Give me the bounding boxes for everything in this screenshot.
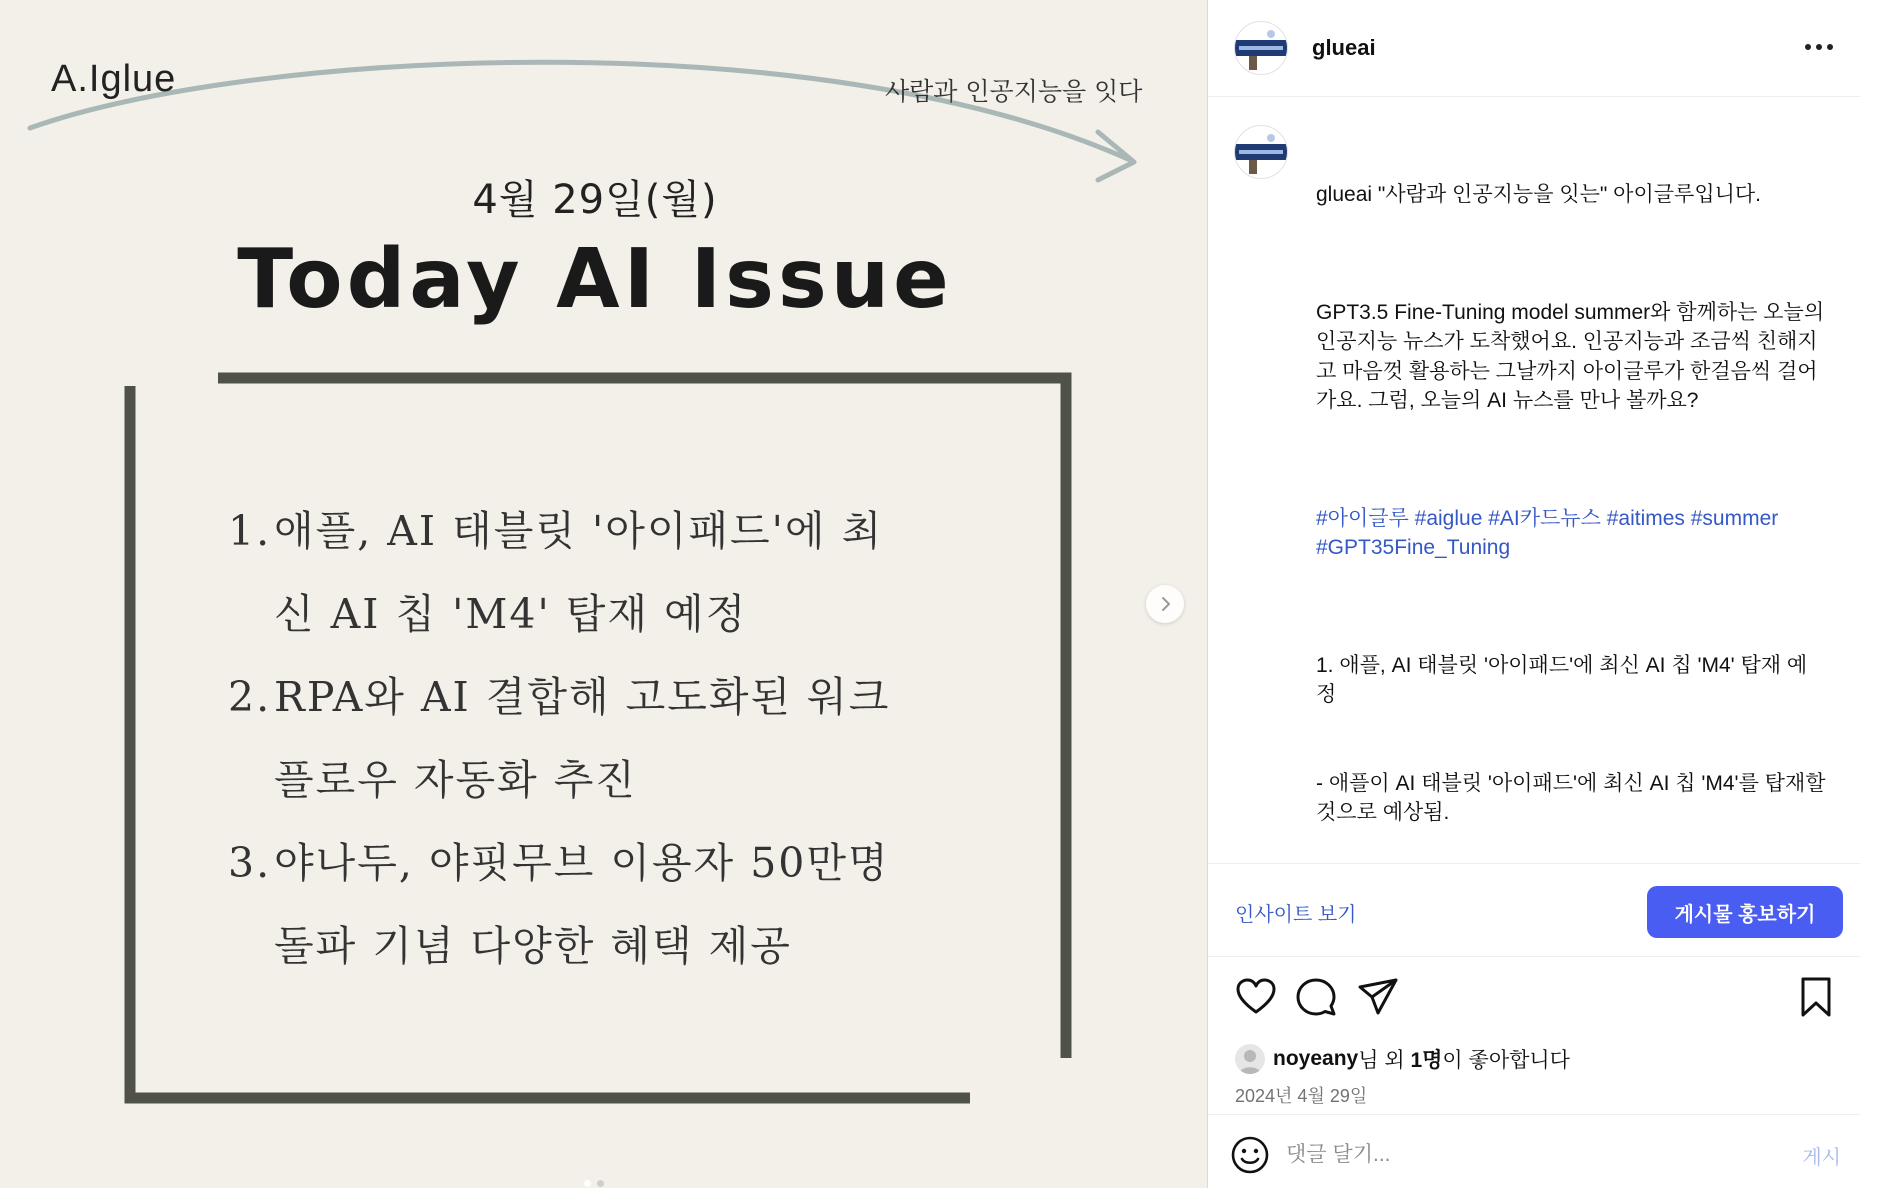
caption-username[interactable]: glueai	[1316, 183, 1373, 206]
caption-summary: GPT3.5 Fine-Tuning model summer와 함께하는 오늘의 인공지능 뉴스가 도착했어요. 인공지능과 조금씩 친해지고 마음껏 활용하는 그날까지 아이글루가 한걸음씩 걸어가요. 그럼, 오늘의 AI 뉴스를 만나 볼까요?	[1316, 300, 1830, 412]
comment-input[interactable]	[1284, 1135, 1728, 1175]
issue-number: 2.	[228, 673, 272, 721]
issue-headline: Today AI Issue	[237, 232, 953, 327]
issue-number: 1.	[228, 507, 272, 555]
heart-icon	[1234, 975, 1278, 1019]
caption-scroll-area[interactable]	[1208, 97, 1861, 863]
issue-line: 신 AI 칩 'M4' 탑재 예정	[274, 590, 748, 638]
issue-line: RPA와 AI 결합해 고도화된 워크	[274, 673, 891, 721]
smile-icon	[1230, 1135, 1270, 1175]
avatar-image	[1235, 126, 1287, 178]
caption-item-title: 1. 애플, AI 태블릿 '아이패드'에 최신 AI 칩 'M4' 탑재 예정	[1316, 653, 1808, 706]
more-horizontal-icon	[1804, 43, 1834, 51]
issue-list	[228, 490, 1028, 988]
more-options-button[interactable]	[1799, 30, 1839, 64]
likes-count[interactable]: 1명	[1410, 1049, 1443, 1072]
carousel-dot-active	[584, 1180, 591, 1187]
liker-username[interactable]: noyeany	[1273, 1047, 1359, 1070]
issue-line: 플로우 자동화 추진	[274, 756, 637, 804]
issue-item	[228, 656, 1028, 822]
liker-avatar	[1235, 1044, 1265, 1074]
avatar-image	[1235, 22, 1287, 74]
send-icon	[1356, 975, 1400, 1019]
user-icon	[1235, 1044, 1265, 1074]
carousel-dots	[584, 1180, 604, 1187]
likes-mid-text: 님 외	[1358, 1049, 1411, 1072]
likes-suffix-text: 이 좋아합니다	[1442, 1049, 1570, 1072]
bookmark-icon	[1794, 975, 1838, 1019]
brand-logo-text: A.Iglue	[51, 58, 177, 100]
caption-intro: "사람과 인공지능을 잇는" 아이글루입니다.	[1377, 183, 1762, 206]
issue-number: 3.	[228, 839, 272, 887]
issue-line: 애플, AI 태블릿 '아이패드'에 최	[274, 507, 884, 555]
next-slide-button[interactable]	[1146, 585, 1184, 623]
author-avatar[interactable]	[1234, 21, 1288, 75]
window-edge	[1860, 0, 1888, 1188]
issue-line: 돌파 기념 다양한 혜택 제공	[274, 922, 792, 970]
post-actions	[1208, 975, 1861, 1029]
caption-item-point: - 애플이 AI 태블릿 '아이패드'에 최신 AI 칩 'M4'를 탑재할 것으로 예상됨.	[1316, 771, 1832, 824]
issue-date: 4월 29일(월)	[472, 177, 718, 223]
post-caption	[1316, 121, 1832, 863]
issue-item	[228, 822, 1028, 988]
emoji-button[interactable]	[1230, 1135, 1270, 1175]
caption-hashtags[interactable]: #아이글루 #aiglue #AI카드뉴스 #aitimes #summer #GPT35Fine_Tuning	[1316, 506, 1785, 559]
post-date: 2024년 4월 29일	[1235, 1086, 1368, 1106]
likes-summary[interactable]	[1235, 1044, 1570, 1074]
caption-author-avatar[interactable]	[1234, 125, 1288, 179]
promote-post-button[interactable]: 게시물 홍보하기	[1647, 886, 1843, 938]
image-tagline: 사람과 인공지능을 잇다	[885, 77, 1143, 106]
like-button[interactable]	[1234, 975, 1278, 1019]
post-side-panel	[1207, 0, 1861, 1188]
issue-line: 야나두, 야핏무브 이용자 50만명	[274, 839, 890, 887]
chevron-right-icon	[1156, 595, 1174, 613]
view-insights-link[interactable]: 인사이트 보기	[1235, 904, 1357, 926]
author-username[interactable]: glueai	[1312, 35, 1376, 60]
post-comment-button[interactable]: 게시	[1802, 1147, 1841, 1169]
share-button[interactable]	[1356, 975, 1400, 1019]
comment-bar	[1208, 1114, 1861, 1189]
post-header	[1208, 0, 1861, 97]
issue-item	[228, 490, 1028, 656]
save-button[interactable]	[1794, 975, 1838, 1019]
carousel-dot	[597, 1180, 604, 1187]
comment-icon	[1294, 975, 1338, 1019]
insight-bar	[1208, 863, 1861, 957]
comment-button[interactable]	[1294, 975, 1338, 1019]
